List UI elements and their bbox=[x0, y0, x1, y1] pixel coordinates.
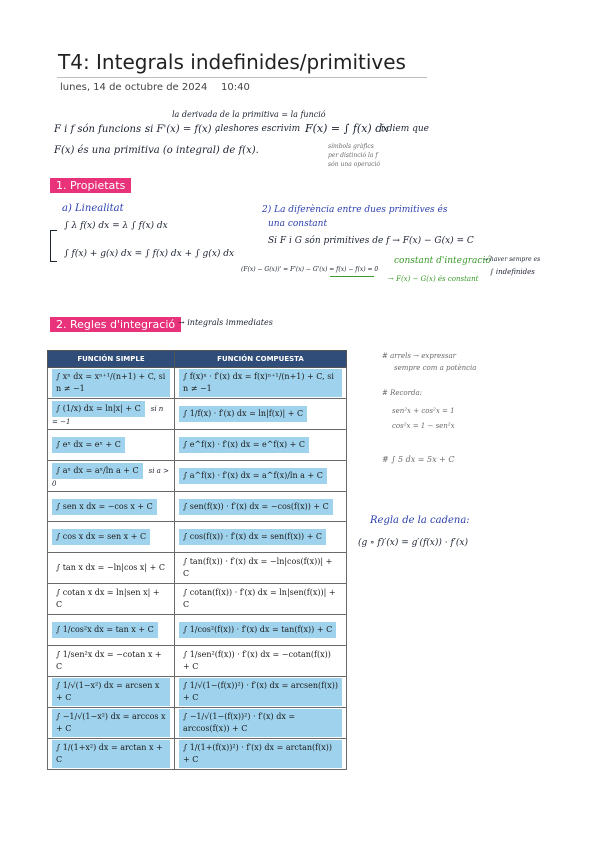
compound-formula: ∫ −1/√(1−(f(x))²) · f′(x) dx = arccos(f(x)) + C bbox=[179, 709, 342, 737]
intro-side-note-3: són una operació bbox=[328, 161, 381, 168]
cell-simple bbox=[48, 398, 175, 429]
simple-formula: ∫ xⁿ dx = xⁿ⁺¹/(n+1) + C, si n ≠ −1 bbox=[52, 369, 170, 397]
intro-top-note: la derivada de la primitiva = la funció bbox=[172, 110, 326, 119]
linealitat-eq-2: ∫ f(x) + g(x) dx = ∫ f(x) dx + ∫ g(x) dx bbox=[64, 249, 235, 259]
simple-formula: ∫ 1/√(1−x²) dx = arcsen x + C bbox=[52, 678, 170, 706]
table-row bbox=[48, 553, 347, 584]
proof-underline bbox=[330, 276, 374, 277]
note-roots-1: # arrels → expressar bbox=[382, 352, 457, 360]
table-row bbox=[48, 522, 347, 553]
compound-formula: ∫ f(x)ⁿ · f′(x) dx = f(x)ⁿ⁺¹/(n+1) + C, si n ≠ −1 bbox=[179, 369, 342, 397]
note-constant-integral: # ∫ 5 dx = 5x + C bbox=[382, 455, 455, 464]
simple-formula: ∫ (1/x) dx = ln|x| + C bbox=[52, 401, 145, 417]
intro-line1-eq: si F'(x) = f(x) , bbox=[145, 124, 218, 135]
table-row bbox=[48, 646, 347, 677]
cell-simple bbox=[48, 707, 175, 738]
table-row bbox=[48, 491, 347, 522]
simple-formula: ∫ 1/(1+x²) dx = arctan x + C bbox=[52, 740, 170, 768]
note-roots-2: sempre com a potència bbox=[394, 364, 477, 372]
page-title: T4: Integrals indefinides/primitives bbox=[58, 50, 406, 74]
integration-rules-table bbox=[47, 350, 347, 770]
section-label-propietats: 1. Propietats bbox=[50, 178, 131, 193]
cell-compound bbox=[175, 584, 347, 615]
immediate-integrals-note: → integrals immediates bbox=[178, 318, 273, 327]
table-row bbox=[48, 368, 347, 399]
table-row bbox=[48, 398, 347, 429]
cell-compound bbox=[175, 398, 347, 429]
page-date: lunes, 14 de octubre de 2024 bbox=[60, 82, 208, 93]
title-divider bbox=[57, 77, 427, 78]
header-compound: FUNCIÓN COMPUESTA bbox=[175, 351, 347, 368]
cell-simple bbox=[48, 646, 175, 677]
linealitat-title: a) Linealitat bbox=[62, 203, 124, 214]
cell-simple bbox=[48, 676, 175, 707]
cell-compound bbox=[175, 676, 347, 707]
intro-line1-mid: aleshores escrivim bbox=[215, 124, 301, 134]
cell-compound bbox=[175, 707, 347, 738]
simple-formula: ∫ −1/√(1−x²) dx = arccos x + C bbox=[52, 709, 170, 737]
cell-simple bbox=[48, 522, 175, 553]
note-recorda: # Recorda: bbox=[382, 389, 422, 397]
integration-constant-label: constant d'integració bbox=[394, 256, 491, 266]
note-identity-1: sen²x + cos²x = 1 bbox=[392, 407, 455, 415]
difference-title-1: 2) La diferència entre dues primitives és bbox=[262, 205, 448, 215]
difference-proof: (F(x) − G(x))' = F'(x) − G'(x) = f(x) − f(x) = 0 bbox=[241, 266, 379, 273]
compound-formula: ∫ tan(f(x)) · f′(x) dx = −ln|cos(f(x))| + C bbox=[183, 557, 333, 579]
linealitat-eq-1: ∫ λ f(x) dx = λ ∫ f(x) dx bbox=[64, 221, 168, 231]
cell-compound bbox=[175, 615, 347, 646]
cell-compound bbox=[175, 738, 347, 769]
table-row bbox=[48, 460, 347, 491]
simple-formula: ∫ cotan x dx = ln|sen x| + C bbox=[56, 588, 160, 610]
intro-line1-left: F i f són funcions : bbox=[54, 124, 148, 135]
table-header-row bbox=[48, 351, 347, 368]
compound-formula: ∫ cotan(f(x)) · f′(x) dx = ln|sen(f(x))| + C bbox=[183, 588, 336, 610]
table-row bbox=[48, 707, 347, 738]
intro-side-note-1: símbols gràfics bbox=[328, 143, 374, 150]
cell-simple bbox=[48, 460, 175, 491]
simple-formula: ∫ eˣ dx = eˣ + C bbox=[52, 437, 125, 453]
cell-compound bbox=[175, 429, 347, 460]
compound-formula: ∫ cos(f(x)) · f′(x) dx = sen(f(x)) + C bbox=[179, 529, 326, 545]
row-note: si n = −1 bbox=[52, 405, 164, 427]
difference-eq: Si F i G són primitives de f → F(x) − G(x) = C bbox=[268, 236, 474, 246]
table-row bbox=[48, 615, 347, 646]
integration-constant-note-1: → haver sempre es bbox=[483, 256, 541, 263]
compound-formula: ∫ 1/(1+(f(x))²) · f′(x) dx = arctan(f(x)) + C bbox=[179, 740, 342, 768]
table-row bbox=[48, 584, 347, 615]
cell-simple bbox=[48, 553, 175, 584]
integration-constant-note-2: ∫ indefinides bbox=[490, 268, 535, 276]
cell-compound bbox=[175, 553, 347, 584]
simple-formula: ∫ aˣ dx = aˣ/ln a + C bbox=[52, 463, 143, 479]
header-simple: FUNCIÓN SIMPLE bbox=[48, 351, 175, 368]
intro-side-note-2: per distinció la f bbox=[328, 152, 378, 159]
compound-formula: ∫ 1/cos²(f(x)) · f′(x) dx = tan(f(x)) + C bbox=[179, 622, 336, 638]
difference-title-2: una constant bbox=[268, 219, 328, 229]
cell-simple bbox=[48, 368, 175, 399]
intro-line2: F(x) és una primitiva (o integral) de f(x). bbox=[54, 145, 259, 156]
compound-formula: ∫ sen(f(x)) · f′(x) dx = −cos(f(x)) + C bbox=[179, 499, 333, 515]
simple-formula: ∫ cos x dx = sen x + C bbox=[52, 529, 150, 545]
note-identity-2: cos²x = 1 − sen²x bbox=[392, 422, 455, 430]
table-row bbox=[48, 738, 347, 769]
cell-compound bbox=[175, 460, 347, 491]
compound-formula: ∫ a^f(x) · f′(x) dx = a^f(x)/ln a + C bbox=[179, 468, 327, 484]
simple-formula: ∫ sen x dx = −cos x + C bbox=[52, 499, 157, 515]
row-note: si a > 0 bbox=[52, 467, 169, 489]
section-label-regles: 2. Regles d'integració bbox=[50, 317, 181, 332]
cell-simple bbox=[48, 429, 175, 460]
chain-rule-title: Regla de la cadena: bbox=[370, 515, 470, 526]
intro-primitive-formula: F(x) = ∫ f(x) dx bbox=[305, 122, 389, 135]
intro-line1-right: i diem que bbox=[381, 124, 429, 134]
difference-conclusion: → F(x) − G(x) és constant bbox=[388, 275, 479, 283]
cell-simple bbox=[48, 738, 175, 769]
linealitat-bracket bbox=[50, 230, 57, 262]
chain-rule-eq: (g ∘ f)′(x) = g′(f(x)) · f′(x) bbox=[358, 538, 468, 548]
simple-formula: ∫ 1/cos²x dx = tan x + C bbox=[52, 622, 158, 638]
table-row bbox=[48, 676, 347, 707]
cell-simple bbox=[48, 491, 175, 522]
cell-compound bbox=[175, 646, 347, 677]
cell-simple bbox=[48, 584, 175, 615]
cell-compound bbox=[175, 522, 347, 553]
cell-compound bbox=[175, 368, 347, 399]
table-row bbox=[48, 429, 347, 460]
page-time: 10:40 bbox=[221, 82, 250, 93]
simple-formula: ∫ tan x dx = −ln|cos x| + C bbox=[56, 563, 166, 573]
cell-simple bbox=[48, 615, 175, 646]
compound-formula: ∫ 1/sen²(f(x)) · f′(x) dx = −cotan(f(x)) + C bbox=[183, 649, 331, 671]
simple-formula: ∫ 1/sen²x dx = −cotan x + C bbox=[56, 649, 162, 671]
cell-compound bbox=[175, 491, 347, 522]
compound-formula: ∫ 1/√(1−(f(x))²) · f′(x) dx = arcsen(f(x)) + C bbox=[179, 678, 342, 706]
compound-formula: ∫ e^f(x) · f′(x) dx = e^f(x) + C bbox=[179, 437, 309, 453]
compound-formula: ∫ 1/f(x) · f′(x) dx = ln|f(x)| + C bbox=[179, 406, 307, 422]
